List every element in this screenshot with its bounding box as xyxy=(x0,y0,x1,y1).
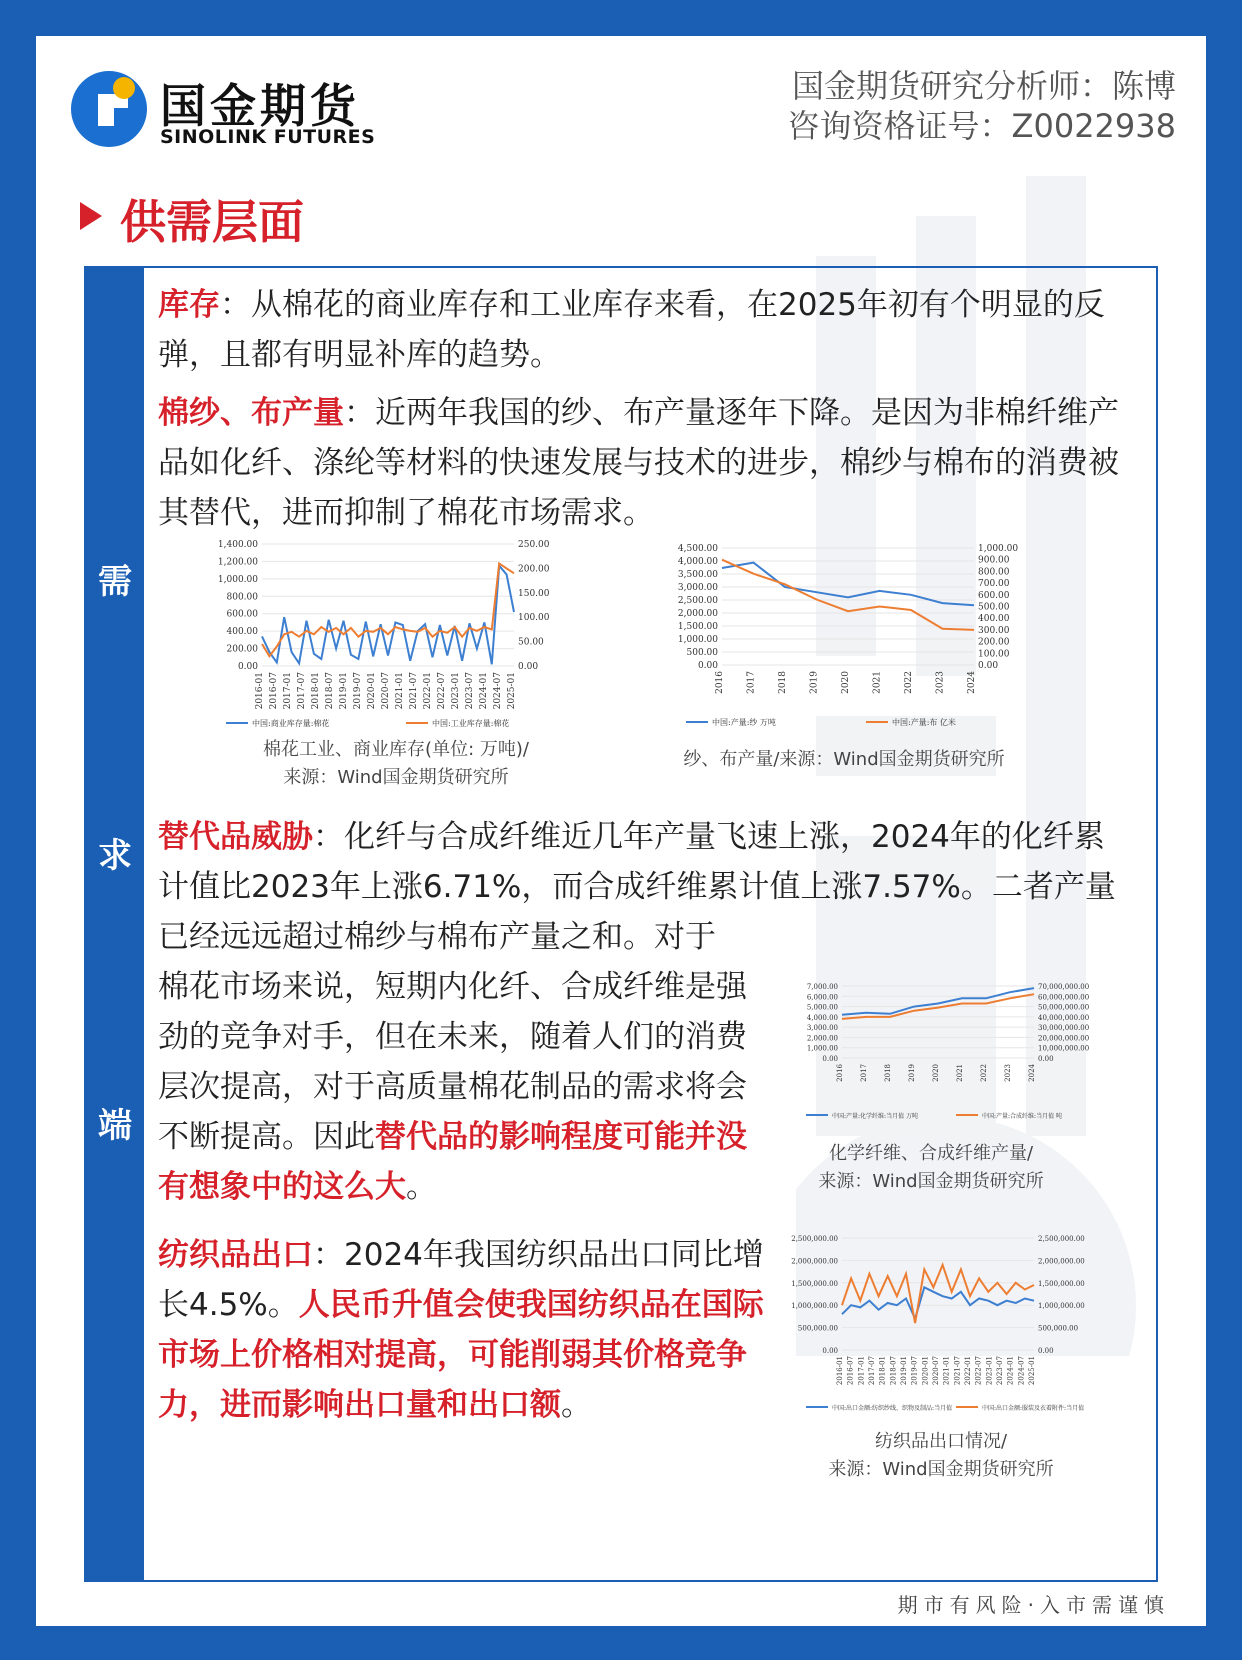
side-char-3: 端 xyxy=(98,1106,132,1146)
left-tick-label: 1,000.00 xyxy=(806,1044,838,1053)
right-tick-label: 1,000,000.00 xyxy=(1038,1302,1085,1311)
side-char-2: 求 xyxy=(98,836,132,876)
x-tick-label: 2023-07 xyxy=(465,672,475,710)
left-tick-label: 0.00 xyxy=(237,662,258,672)
label-yarn-cloth: 棉纱、布产量 xyxy=(158,395,344,431)
legend-label: 中国:产量:布 亿米 xyxy=(892,718,956,727)
series-line xyxy=(722,560,974,630)
x-tick-label: 2023-07 xyxy=(996,1356,1004,1386)
left-tick-label: 400.00 xyxy=(226,627,258,638)
right-tick-label: 1,500,000.00 xyxy=(1038,1279,1085,1288)
x-tick-label: 2019-07 xyxy=(910,1356,919,1386)
paragraph-exports xyxy=(158,1230,768,1430)
left-tick-label: 800.00 xyxy=(226,592,258,603)
right-tick-label: 60,000,000.00 xyxy=(1038,993,1090,1002)
right-tick-label: 200.00 xyxy=(518,564,550,575)
x-tick-label: 2022 xyxy=(904,671,914,694)
caption-fiber-output xyxy=(766,1140,1096,1196)
x-tick-label: 2019 xyxy=(908,1064,916,1082)
emphasis-substitutes: 替代品的影响程度可能并没有想象中的这么大 xyxy=(158,1119,747,1205)
right-tick-label: 300.00 xyxy=(978,625,1010,636)
brand-name-cn: 国金期货 xyxy=(160,79,360,133)
right-tick-label: 600.00 xyxy=(978,590,1010,601)
right-tick-label: 20,000,000.00 xyxy=(1038,1034,1090,1043)
triangle-bullet-icon xyxy=(80,202,102,230)
x-tick-label: 2020-01 xyxy=(367,672,377,710)
x-tick-label: 2021-07 xyxy=(953,1356,962,1386)
x-tick-label: 2022-01 xyxy=(964,1356,972,1386)
right-tick-label: 200.00 xyxy=(978,637,1010,648)
x-tick-label: 2016-07 xyxy=(846,1356,855,1386)
right-tick-label: 0.00 xyxy=(1038,1347,1054,1355)
x-tick-label: 2024-07 xyxy=(493,672,503,710)
left-tick-label: 4,000.00 xyxy=(806,1013,838,1022)
x-tick-label: 2016 xyxy=(715,671,725,694)
series-line xyxy=(722,563,974,606)
brand-logo xyxy=(68,64,398,154)
x-tick-label: 2016-01 xyxy=(255,672,265,710)
x-tick-label: 2022-01 xyxy=(423,672,433,710)
content-box xyxy=(84,266,1158,1582)
paragraph-inventory xyxy=(158,280,1118,380)
right-tick-label: 100.00 xyxy=(518,613,550,624)
right-tick-label: 150.00 xyxy=(518,588,550,599)
legend-label: 中国:产量:纱 万吨 xyxy=(712,718,776,727)
x-tick-label: 2021-01 xyxy=(395,672,405,710)
x-tick-label: 2018-01 xyxy=(311,672,321,710)
paragraph-substitutes-b xyxy=(158,962,758,1212)
x-tick-label: 2022-07 xyxy=(437,672,447,710)
left-tick-label: 500,000.00 xyxy=(797,1324,838,1333)
text-substitutes-end: 。 xyxy=(406,1169,437,1205)
left-tick-label: 4,500.00 xyxy=(677,544,718,554)
analyst-info xyxy=(788,66,1176,146)
right-tick-label: 0.00 xyxy=(1038,1055,1054,1063)
x-tick-label: 2021-07 xyxy=(409,672,419,710)
x-tick-label: 2018-07 xyxy=(325,672,335,710)
left-tick-label: 1,500.00 xyxy=(677,622,718,632)
right-tick-label: 2,500,000.00 xyxy=(1038,1235,1085,1243)
legend-label: 中国:产量:化学纤维:当月值 万吨 xyxy=(832,1113,918,1120)
x-tick-label: 2024-01 xyxy=(479,672,489,710)
x-tick-label: 2025-01 xyxy=(1028,1356,1036,1386)
right-tick-label: 100.00 xyxy=(978,649,1010,660)
x-tick-label: 2016-01 xyxy=(836,1356,844,1386)
x-tick-label: 2023 xyxy=(1004,1064,1012,1082)
x-tick-label: 2017-01 xyxy=(857,1356,866,1386)
legend-label: 中国:出口金额:纺织纱线、织物及制品:当月值 xyxy=(832,1405,953,1412)
right-tick-label: 30,000,000.00 xyxy=(1038,1024,1090,1033)
label-substitutes: 替代品威胁 xyxy=(158,819,313,855)
side-char-1: 需 xyxy=(98,562,132,602)
left-tick-label: 2,000.00 xyxy=(806,1034,838,1043)
x-tick-label: 2020-07 xyxy=(381,672,391,710)
caption-line: 来源：Wind国金期货研究所 xyxy=(283,767,509,788)
right-tick-label: 250.00 xyxy=(518,540,550,550)
left-tick-label: 200.00 xyxy=(226,644,258,655)
left-tick-label: 0.00 xyxy=(822,1347,838,1355)
paragraph-yarn-cloth xyxy=(158,388,1128,538)
caption-cotton-inventory xyxy=(206,736,586,792)
chart-cotton-inventory xyxy=(196,536,576,736)
left-tick-label: 2,500.00 xyxy=(677,596,718,606)
caption-line: 化学纤维、合成纤维产量/ xyxy=(828,1143,1034,1164)
x-tick-label: 2023-01 xyxy=(985,1356,994,1386)
left-tick-label: 5,000.00 xyxy=(806,1003,838,1012)
legend-label: 中国:产量:合成纤维:当月值 吨 xyxy=(982,1113,1062,1120)
paragraph-substitutes-a xyxy=(158,812,1118,962)
chart-yarn-cloth-output xyxy=(656,540,1036,735)
x-tick-label: 2021-01 xyxy=(942,1356,951,1386)
x-tick-label: 2020-01 xyxy=(921,1356,930,1386)
chart-textile-exports xyxy=(776,1230,1096,1420)
left-tick-label: 1,000.00 xyxy=(217,574,258,585)
x-tick-label: 2025-01 xyxy=(507,672,517,710)
x-tick-label: 2020 xyxy=(841,671,851,694)
x-tick-label: 2022 xyxy=(980,1064,988,1082)
left-tick-label: 1,500,000.00 xyxy=(791,1279,838,1288)
left-tick-label: 0.00 xyxy=(822,1055,838,1063)
left-tick-label: 0.00 xyxy=(697,661,718,671)
x-tick-label: 2017 xyxy=(860,1064,868,1082)
x-tick-label: 2024 xyxy=(967,671,977,694)
right-tick-label: 0.00 xyxy=(978,661,999,671)
right-tick-label: 10,000,000.00 xyxy=(1038,1044,1090,1053)
x-tick-label: 2022-07 xyxy=(974,1356,983,1386)
right-tick-label: 500,000.00 xyxy=(1038,1324,1079,1333)
analyst-name: 国金期货研究分析师：陈博 xyxy=(791,67,1176,105)
series-line xyxy=(262,564,514,657)
caption-yarn-cloth-output: 纱、布产量/来源：Wind国金期货研究所 xyxy=(683,749,1005,770)
right-tick-label: 50.00 xyxy=(518,637,544,648)
series-line xyxy=(262,566,514,665)
x-tick-label: 2017 xyxy=(746,671,757,694)
risk-warning-footer: 期市有风险·入市需谨慎 xyxy=(897,1593,1170,1617)
right-tick-label: 400.00 xyxy=(978,614,1010,625)
left-tick-label: 1,000.00 xyxy=(677,635,718,645)
label-inventory: 库存 xyxy=(158,287,220,323)
legend-label: 中国:出口金额:服装及衣着附件:当月值 xyxy=(982,1405,1085,1412)
x-tick-label: 2018 xyxy=(778,671,788,694)
caption-line: 来源：Wind国金期货研究所 xyxy=(818,1171,1044,1192)
text-yarn-cloth: ：近两年我国的纱、布产量逐年下降。是因为非棉纤维产品如化纤、涤纶等材料的快速发展与技术的进步，棉纱与棉布的消费被其替代，进而抑制了棉花市场需求。 xyxy=(158,395,1119,531)
caption-line: 纺织品出口情况/ xyxy=(874,1431,1008,1452)
sinolink-logo-icon xyxy=(68,68,150,150)
license-number: 咨询资格证号：Z0022938 xyxy=(787,107,1176,145)
left-tick-label: 3,000.00 xyxy=(806,1024,838,1033)
text-inventory: ：从棉花的商业库存和工业库存来看，在2025年初有个明显的反弹，且都有明显补库的趋势。 xyxy=(158,287,1105,373)
series-line xyxy=(842,988,1034,1015)
section-title-text: 供需层面 xyxy=(120,195,304,249)
x-tick-label: 2020-07 xyxy=(932,1356,940,1386)
text-substitutes-2: 棉花市场来说，短期内化纤、合成纤维是强劲的竞争对手，但在未来，随着人们的消费层次提高，对于高质量棉花制品的需求将会不断提高。因此 xyxy=(158,969,747,1155)
left-tick-label: 6,000.00 xyxy=(806,993,838,1002)
left-tick-label: 500.00 xyxy=(686,648,718,658)
left-tick-label: 2,000,000.00 xyxy=(791,1257,838,1266)
left-tick-label: 3,500.00 xyxy=(677,570,718,580)
left-tick-label: 7,000.00 xyxy=(806,983,838,991)
x-tick-label: 2017-07 xyxy=(868,1356,876,1386)
left-tick-label: 1,000,000.00 xyxy=(791,1302,838,1311)
x-tick-label: 2021 xyxy=(956,1064,964,1082)
text-exports-end: 。 xyxy=(561,1387,592,1423)
x-tick-label: 2023 xyxy=(935,671,946,694)
right-tick-label: 70,000,000.00 xyxy=(1038,983,1090,991)
emphasis-exports: 人民币升值会使我国纺织品在国际市场上价格相对提高，可能削弱其价格竞争力，进而影响出口量和出口额 xyxy=(158,1287,764,1423)
caption-textile-exports xyxy=(776,1428,1106,1484)
right-tick-label: 1,000.00 xyxy=(978,544,1019,554)
right-tick-label: 900.00 xyxy=(978,555,1010,566)
x-tick-label: 2024 xyxy=(1028,1064,1036,1082)
caption-line: 来源：Wind国金期货研究所 xyxy=(828,1459,1054,1480)
legend-label: 中国:工业库存量:棉花 xyxy=(432,719,510,728)
x-tick-label: 2017-01 xyxy=(283,672,293,710)
right-tick-label: 800.00 xyxy=(978,567,1010,578)
x-tick-label: 2017-07 xyxy=(297,672,307,710)
left-tick-label: 4,000.00 xyxy=(677,557,718,567)
x-tick-label: 2018-01 xyxy=(878,1356,887,1386)
legend-label: 中国:商业库存量:棉花 xyxy=(252,719,330,728)
label-exports: 纺织品出口 xyxy=(158,1237,313,1273)
x-tick-label: 2016-07 xyxy=(269,672,279,710)
left-tick-label: 600.00 xyxy=(226,609,258,620)
x-tick-label: 2024-07 xyxy=(1017,1356,1026,1386)
x-tick-label: 2019-07 xyxy=(353,672,363,710)
right-tick-label: 700.00 xyxy=(978,579,1010,590)
x-tick-label: 2024-01 xyxy=(1006,1356,1015,1386)
text-exports: ：2024年我国纺织品出口同比增长4.5%。 xyxy=(158,1237,764,1323)
x-tick-label: 2019-01 xyxy=(900,1356,908,1386)
x-tick-label: 2023-01 xyxy=(451,672,461,710)
x-tick-label: 2019-01 xyxy=(339,672,349,710)
x-tick-label: 2018 xyxy=(884,1064,892,1082)
x-tick-label: 2019 xyxy=(809,671,820,694)
left-tick-label: 2,000.00 xyxy=(677,609,718,619)
x-tick-label: 2016 xyxy=(836,1064,844,1082)
brand-name-en: SINOLINK FUTURES xyxy=(160,126,376,148)
caption-line: 棉花工业、商业库存(单位: 万吨)/ xyxy=(263,739,529,760)
left-tick-label: 1,200.00 xyxy=(217,557,258,568)
right-tick-label: 0.00 xyxy=(518,662,539,672)
side-label-bar xyxy=(86,268,144,1580)
left-tick-label: 3,000.00 xyxy=(677,583,718,593)
right-tick-label: 500.00 xyxy=(978,602,1010,613)
right-tick-label: 40,000,000.00 xyxy=(1038,1013,1090,1022)
page xyxy=(36,36,1206,1626)
right-tick-label: 2,000,000.00 xyxy=(1038,1257,1085,1266)
right-tick-label: 50,000,000.00 xyxy=(1038,1003,1090,1012)
text-substitutes-1: ：化纤与合成纤维近几年产量飞速上涨，2024年的化纤累计值比2023年上涨6.71%，而合成纤维累计值上涨7.57%。二者产量已经远远超过棉纱与棉布产量之和。对于 xyxy=(158,819,1116,955)
x-tick-label: 2020 xyxy=(932,1064,940,1082)
x-tick-label: 2018-07 xyxy=(889,1356,898,1386)
left-tick-label: 1,400.00 xyxy=(217,540,258,550)
x-tick-label: 2021 xyxy=(872,671,883,694)
chart-fiber-output xyxy=(776,978,1096,1128)
left-tick-label: 2,500,000.00 xyxy=(791,1235,838,1243)
